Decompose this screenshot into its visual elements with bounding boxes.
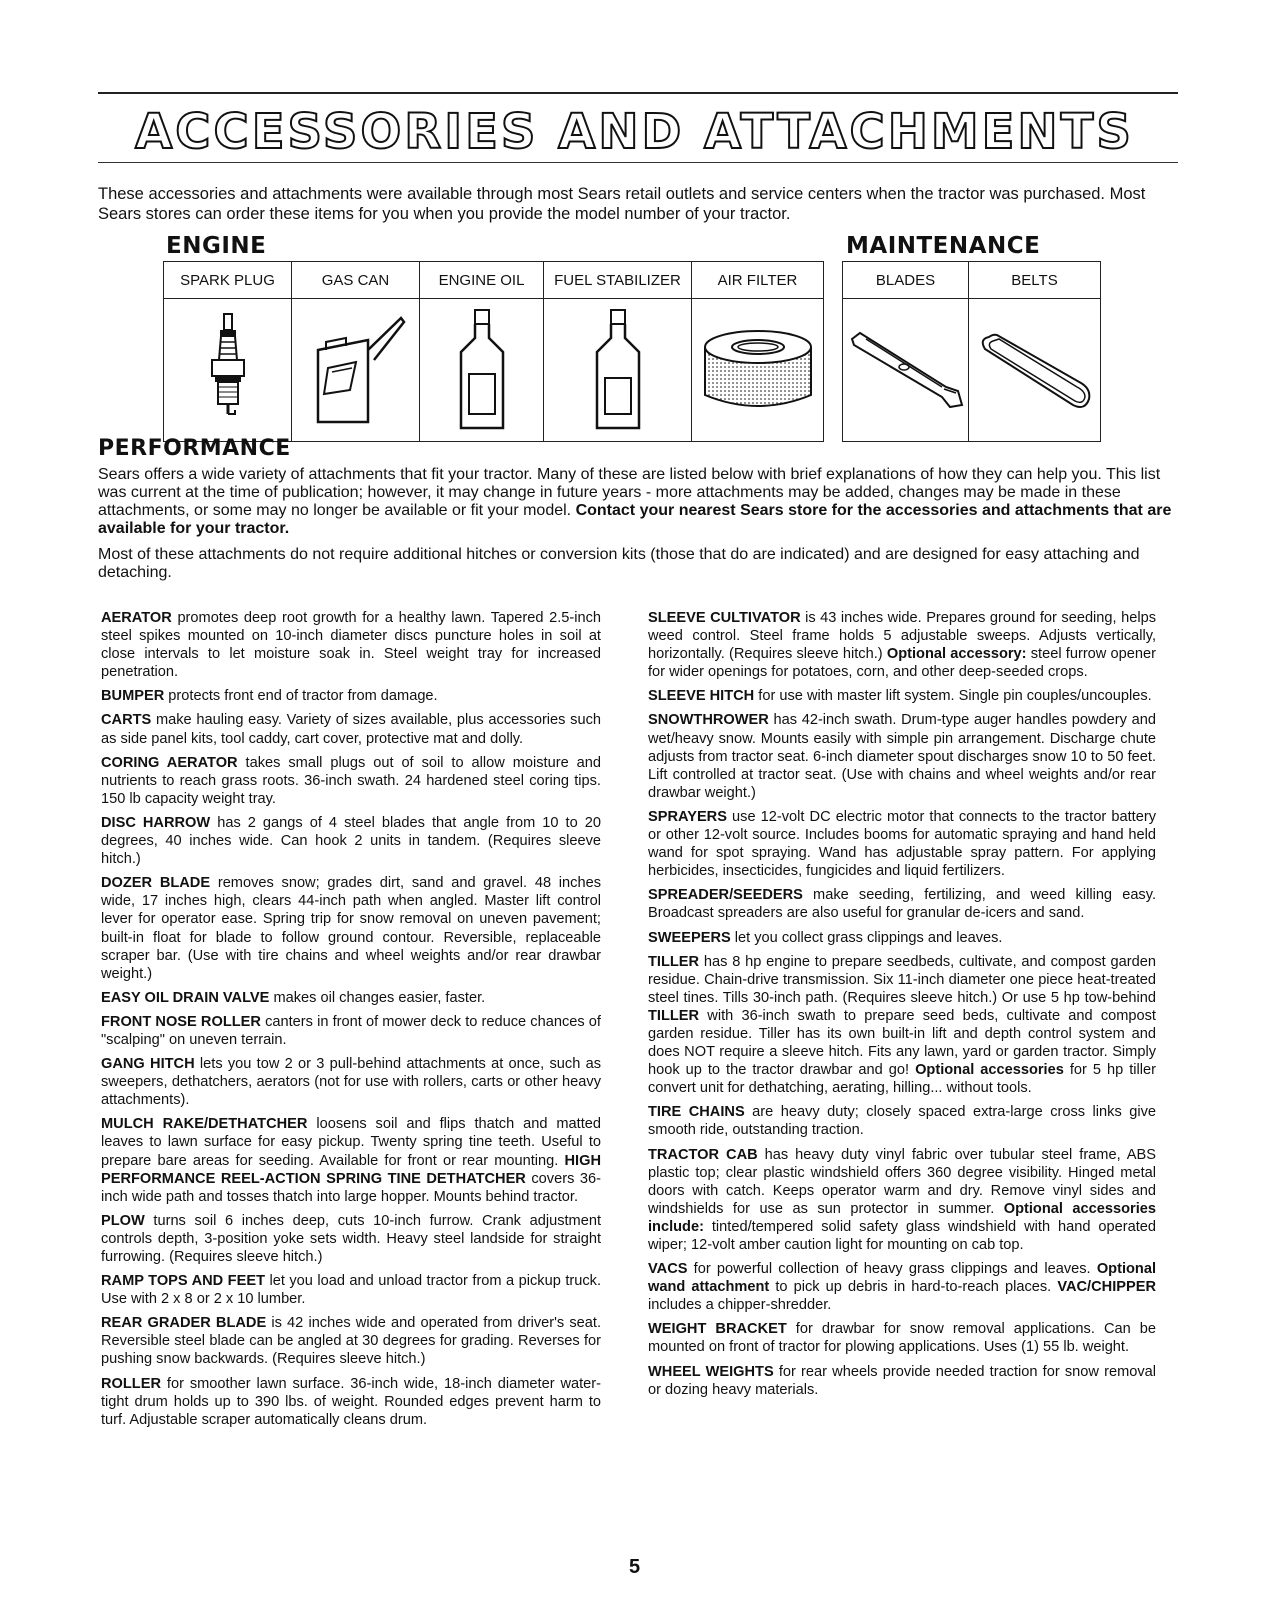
list-item (648, 711, 1156, 801)
item-term: GANG HITCH (101, 1056, 195, 1073)
maintenance-accessories-table (842, 261, 1101, 442)
page-title: ACCESSORIES AND ATTACHMENTS (135, 104, 1134, 160)
item-term: TILLER (648, 1007, 700, 1024)
item-term: RAMP TOPS AND FEET (101, 1273, 265, 1290)
list-item (648, 808, 1156, 880)
item-description: protects front end of tractor from damage. (164, 688, 438, 705)
item-term: WEIGHT BRACKET (648, 1321, 787, 1338)
list-item (101, 1375, 601, 1429)
list-item (648, 687, 1156, 705)
blades-header: BLADES (843, 262, 969, 299)
list-item (101, 1013, 601, 1049)
fuel-stabilizer-cell (544, 299, 692, 442)
spark-plug-cell (164, 299, 292, 442)
item-term: REAR GRADER BLADE (101, 1315, 267, 1332)
item-description: is 43 inches wide. Prepares ground for seeding, helps weed control. Steel frame holds 5 adjustable sweeps. Adjusts vertically, horizontally. (Requires sleeve hitch.) (648, 610, 1156, 663)
attachments-left-column (101, 609, 601, 1435)
performance-text: Sears offers a wide variety of attachments that fit your tractor. Many of these are listed below with brief explanations of how they can help you. This list was current at the time of publication; however, it may change in future years - more attachments may be added, changes may be made in these attachments, or some may no longer be available or fit your model. (98, 466, 1161, 519)
air-filter-icon (699, 325, 817, 415)
list-item (101, 1055, 601, 1109)
list-item (648, 886, 1156, 922)
list-item (648, 1146, 1156, 1255)
item-term: BUMPER (101, 688, 165, 705)
item-description: has 8 hp engine to prepare seedbeds, cultivate, and compost garden residue. Chain-drive transmission. Six 11-inch diameter one piece heat-treated steel tines. Tills 30-inch path. (Requires sleeve hitch.) Or use 5 hp tow-behind (648, 953, 1156, 1006)
item-term: Optional accessories include: (648, 1200, 1156, 1235)
belt-icon (973, 325, 1097, 415)
performance-heading: PERFORMANCE (98, 436, 291, 461)
item-term: SLEEVE HITCH (648, 688, 755, 705)
item-term: TRACTOR CAB (648, 1146, 758, 1163)
list-item (648, 953, 1156, 1098)
item-description: for use with master lift system. Single pin couples/uncouples. (754, 688, 1152, 705)
item-description: to pick up debris in hard-to-reach places. (769, 1279, 1058, 1296)
item-term: TILLER (648, 953, 700, 970)
item-description: has 42-inch swath. Drum-type auger handles powdery and wet/heavy snow. Mounts easily with simple pin arrangement. Discharge chute adjusts from tractor seat. 6-inch diameter spout discharges snow 10 to 50 feet. Lift controlled at tractor seat. (Use with chains and wheel weights and/or rear drawbar weight.) (648, 712, 1156, 801)
list-item (101, 1314, 601, 1368)
engine-oil-cell (420, 299, 544, 442)
item-description: is 42 inches wide and operated from driver's seat. Reversible steel blade can be angled at 30 degrees for grading. Reverses for pushing snow backwards. (Requires sleeve hitch.) (101, 1315, 601, 1368)
item-description: has 2 gangs of 4 steel blades that angle from 10 to 20 degrees, 40 inches wide. Can hook 2 units in tandem. (Requires sleeve hitch.) (101, 814, 601, 868)
item-term: EASY OIL DRAIN VALVE (101, 989, 270, 1006)
oil-bottle-icon (447, 308, 517, 433)
list-item (648, 929, 1156, 947)
item-description: make hauling easy. Variety of sizes available, plus accessories such as side panel kits, tool caddy, cart cover, protective mat and dolly. (101, 712, 601, 747)
item-term: VAC/CHIPPER (1057, 1279, 1156, 1296)
item-description: for smoother lawn surface. 36-inch wide, 18-inch diameter water-tight drum holds up to 390 lbs. of weight. Rounded edges prevent harm to turf. Adjustable scraper automatically cleans drum. (101, 1375, 601, 1428)
blade-icon (846, 325, 966, 415)
gas-can-icon (306, 310, 406, 430)
item-term: SWEEPERS (648, 929, 731, 946)
item-description: use 12-volt DC electric motor that connects to the tractor battery or other 12-volt source. Includes booms for automatic spraying and hand held wand for spot spraying. Wand has adjustable spray pattern. For applying herbicides, insecticides, fungicides and liquid fertilizers. (648, 808, 1156, 880)
item-term: SLEEVE CULTIVATOR (648, 610, 801, 626)
spark-plug-header: SPARK PLUG (164, 262, 292, 299)
item-description: takes small plugs out of soil to allow moisture and nutrients to reach grass roots. 36-inch swath. 24 hardened steel coring tips. 150 lb capacity weight tray. (101, 754, 601, 807)
maintenance-heading: MAINTENANCE (846, 233, 1041, 259)
intro-text: These accessories and attachments were available through most Sears retail outlets and service centers when the tractor was purchased. Most Sears stores can order these items for you when you provide the model number of your tractor. (98, 185, 1146, 223)
item-description: are heavy duty; closely spaced extra-large cross links give smooth ride, outstanding traction. (648, 1104, 1157, 1139)
item-term: MULCH RAKE/DETHATCHER (101, 1116, 308, 1133)
item-term: SPRAYERS (648, 808, 727, 825)
item-description: canters in front of mower deck to reduce chances of "scalping" on uneven terrain. (101, 1013, 601, 1048)
page-number: 5 (628, 1556, 641, 1578)
belts-cell (969, 299, 1101, 442)
engine-heading: ENGINE (166, 233, 267, 259)
engine-oil-header: ENGINE OIL (420, 262, 544, 299)
item-term: DISC HARROW (101, 814, 211, 831)
item-description: makes oil changes easier, faster. (269, 989, 486, 1006)
attachments-right-column (648, 609, 1156, 1405)
item-description: removes snow; grades dirt, sand and gravel. 48 inches wide, 17 inches high, clears 44-inch path when angled. Master lift control lever for operator ease. Spring trip for snow removal on uneven pavement; built-in float for blade to follow ground contour. Reversible, replaceable scraper bar. (Use with tire chains and wheel weights and/or rear drawbar weight.) (101, 875, 601, 982)
item-description: covers 36-inch wide path and tosses thatch into large hopper. Mounts behind tractor. (101, 1170, 601, 1205)
item-description: let you collect grass clippings and leaves. (730, 929, 1003, 946)
list-item (648, 1103, 1156, 1139)
list-item (101, 989, 601, 1007)
item-description: for rear wheels provide needed traction for snow removal or dozing heavy materials. (648, 1363, 1156, 1398)
list-item (648, 1260, 1156, 1314)
item-description: lets you tow 2 or 3 pull-behind attachments at once, such as sweepers, dethatchers, aerators (not for use with rollers, carts or other heavy attachments). (101, 1056, 601, 1109)
item-term: SPREADER/SEEDERS (648, 887, 803, 904)
list-item (648, 1363, 1156, 1399)
gas-can-cell (292, 299, 420, 442)
item-description: tinted/tempered solid safety glass windshield with hand operated wiper; 12-volt amber caution light for mounting on cab top. (648, 1218, 1156, 1253)
item-description: includes a chipper-shredder. (648, 1297, 832, 1314)
item-description: loosens soil and flips thatch and matted leaves to lawn surface for easy pickup. Twenty spring tine teeth. Useful to prepare bare areas for seeding. Available for front or rear mounting. (101, 1116, 601, 1169)
item-term: HIGH PERFORMANCE REEL-ACTION SPRING TINE DETHATCHER (101, 1152, 601, 1187)
spark-plug-icon (203, 310, 253, 430)
item-description: make seeding, fertilizing, and weed killing easy. Broadcast spreaders are also useful for granular de-icers and sand. (648, 887, 1156, 922)
item-term: ROLLER (101, 1375, 161, 1392)
item-term: CARTS (101, 712, 152, 729)
title-top-rule (98, 92, 1178, 94)
gas-can-header: GAS CAN (292, 262, 420, 299)
air-filter-cell (692, 299, 824, 442)
item-term: Optional accessories (915, 1062, 1064, 1079)
item-term: SNOWTHROWER (648, 712, 769, 729)
list-item (101, 814, 601, 868)
item-term: WHEEL WEIGHTS (648, 1363, 774, 1380)
list-item (101, 711, 601, 747)
item-description: with 36-inch swath to prepare seed beds, cultivate and compost garden residue. Tiller has its own built-in lift and depth control system and does NOT require a sleeve hitch. Fits any lawn, yard or garden tractor. Simply hook up to the tractor drawbar and go! (648, 1007, 1156, 1079)
list-item (101, 609, 601, 681)
item-description: turns soil 6 inches deep, cuts 10-inch furrow. Crank adjustment controls depth, 3-position yoke sets width. Heavy steel landside for straight furrowing. (Requires sleeve hitch.) (101, 1212, 601, 1265)
item-term: CORING AERATOR (101, 754, 238, 771)
list-item (101, 687, 601, 705)
item-description: for powerful collection of heavy grass clippings and leaves. (687, 1261, 1097, 1278)
item-term: TIRE CHAINS (648, 1104, 745, 1121)
item-term: VACS (648, 1261, 688, 1278)
list-item (101, 1212, 601, 1266)
item-description: has heavy duty vinyl fabric over tubular steel frame, ABS plastic top; clear plastic windshield offers 360 degree visibility. Hinged metal doors with catch. Keeps operator warm and dry. Remove vinyl sides and windshields for use as sun protector in summer. (648, 1146, 1156, 1217)
item-term: Optional wand attachment (648, 1261, 1156, 1296)
list-item (101, 1272, 601, 1308)
item-description: for 5 hp tiller convert unit for dethatching, aerating, hilling... without tools. (648, 1062, 1156, 1097)
stabilizer-bottle-icon (583, 308, 653, 433)
item-term: DOZER BLADE (101, 875, 211, 892)
item-description: for drawbar for snow removal applications. Can be mounted on front of tractor for plowing applications. Uses (1) 55 lb. weight. (648, 1321, 1156, 1356)
fuel-stabilizer-header: FUEL STABILIZER (544, 262, 692, 299)
item-description: let you load and unload tractor from a pickup truck. Use with 2 x 8 or 2 x 10 lumber. (101, 1273, 601, 1308)
item-description: steel furrow opener for wider openings for potatoes, corn, and other deep-seeded crops. (648, 646, 1156, 681)
list-item (101, 754, 601, 808)
list-item (648, 609, 1156, 681)
engine-accessories-table (163, 261, 824, 442)
hitch-note-paragraph: Most of these attachments do not require additional hitches or conversion kits (those that do are indicated) and are designed for easy attaching and detaching. (98, 546, 1140, 581)
belts-header: BELTS (969, 262, 1101, 299)
performance-contact-note: Contact your nearest Sears store for the accessories and attachments that are available for your tractor. (98, 502, 1172, 537)
list-item (648, 1320, 1156, 1356)
item-description: promotes deep root growth for a healthy lawn. Tapered 2.5-inch steel spikes mounted on 10-inch diameter discs puncture holes in soil at close intervals to let moisture soak in. Steel weight tray for increased penetration. (101, 610, 601, 681)
item-term: AERATOR (101, 610, 172, 626)
item-term: PLOW (101, 1212, 145, 1229)
air-filter-header: AIR FILTER (692, 262, 824, 299)
title-bottom-rule (98, 162, 1178, 163)
item-term: FRONT NOSE ROLLER (101, 1013, 261, 1030)
list-item (101, 874, 601, 983)
list-item (101, 1115, 601, 1205)
blades-cell (843, 299, 969, 442)
performance-paragraph (98, 466, 1183, 538)
item-term: Optional accessory: (886, 646, 1027, 663)
